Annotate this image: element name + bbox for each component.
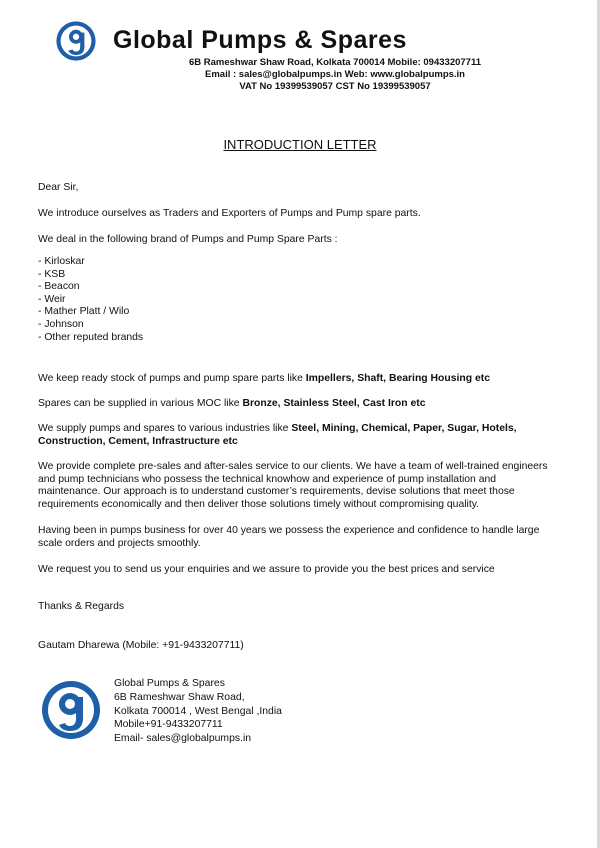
list-item: - Kirloskar: [38, 256, 85, 267]
footer-mobile: Mobile+91-9433207711: [114, 719, 223, 731]
list-item: - Beacon: [38, 281, 80, 293]
header-tax-numbers: VAT No 19399539057 CST No 19399539057: [239, 81, 431, 92]
industries-text: We supply pumps and spares to various industries like: [38, 423, 292, 434]
list-item: - Weir: [38, 293, 66, 305]
footer-city: Kolkata 700014 , West Bengal ,India: [114, 705, 282, 717]
header-contact: Email : sales@globalpumps.in Web: www.globalpumps.in: [205, 69, 465, 80]
industries-paragraph: [38, 423, 558, 448]
company-name: Global Pumps & Spares: [113, 26, 407, 54]
stock-paragraph: [38, 373, 558, 386]
header-address: 6B Rameshwar Shaw Road, Kolkata 700014 Mobile: 09433207711: [188, 57, 481, 68]
brand-intro: We deal in the following brand of Pumps and Pump Spare Parts :: [38, 234, 338, 245]
footer-logo-icon: [41, 680, 101, 740]
list-item: - Mather Platt / Wilo: [38, 306, 130, 318]
footer-street: 6B Rameshwar Shaw Road,: [114, 691, 245, 703]
experience-paragraph: Having been in pumps business for over 40 years we possess the experience and confidence to handle large scale orders and projects smoothly.: [38, 525, 540, 549]
stock-items: Impellers, Shaft, Bearing Housing etc: [305, 373, 490, 384]
request-paragraph: We request you to send us your enquiries and we assure to provide you the best prices and service: [38, 564, 495, 575]
footer-company: Global Pumps & Spares: [114, 678, 225, 689]
footer-address: [114, 677, 282, 746]
moc-materials: Bronze, Stainless Steel, Cast Iron etc: [242, 398, 426, 409]
industries-list: Steel, Mining, Chemical, Paper, Sugar, Hotels, Construction, Cement, Infrastructure etc: [38, 423, 517, 447]
stock-text: We keep ready stock of pumps and pump spare parts like: [38, 373, 306, 384]
list-item: - Johnson: [38, 318, 84, 330]
closing: Thanks & Regards: [38, 601, 125, 612]
moc-paragraph: [38, 398, 558, 411]
salutation: Dear Sir,: [38, 182, 79, 193]
moc-text: Spares can be supplied in various MOC like: [38, 398, 243, 409]
footer-email: Email- sales@globalpumps.in: [114, 733, 252, 745]
list-item: - Other reputed brands: [38, 331, 144, 343]
signatory: Gautam Dharewa (Mobile: +91-9433207711): [38, 640, 244, 651]
company-logo-icon: [55, 20, 97, 62]
intro-paragraph: We introduce ourselves as Traders and Exporters of Pumps and Pump spare parts.: [38, 208, 421, 219]
letter-title: INTRODUCTION LETTER: [223, 137, 377, 152]
brand-list: [38, 256, 143, 344]
list-item: - KSB: [38, 268, 66, 280]
service-paragraph: We provide complete pre-sales and after-sales service to our clients. We have a team of well-trained engineers and pump technicians who possess the technical knowhow and experience of pump installation and maintenance. Our approach is to understand customer’s requirements, devise solutions that meet those requirements economically and then deliver those solutions timely without compromising quality.: [38, 461, 548, 510]
